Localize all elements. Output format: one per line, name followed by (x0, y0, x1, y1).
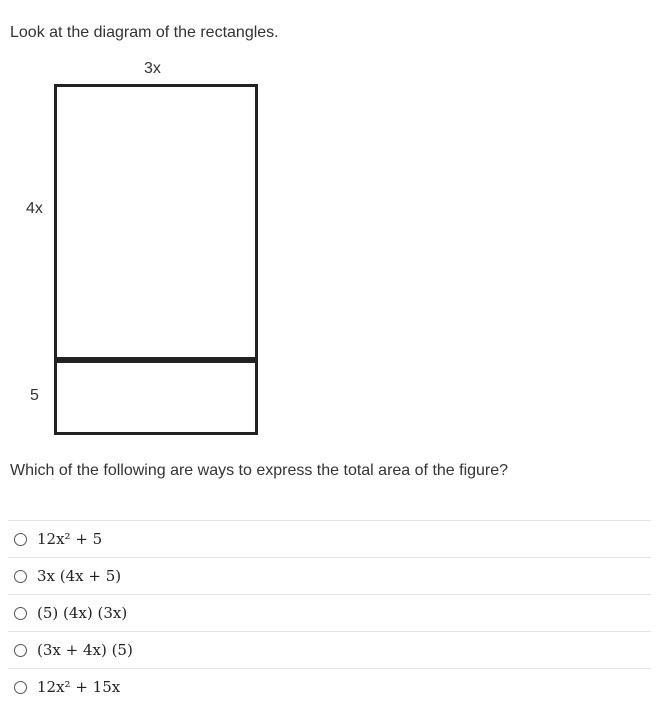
choice-label: (3x + 4x) (5) (37, 641, 133, 659)
question-text: Which of the following are ways to express the total area of the figure? (10, 462, 509, 479)
top-height-label: 4x (26, 200, 43, 217)
answer-choice[interactable] (8, 594, 651, 631)
bottom-height-label: 5 (30, 387, 39, 404)
radio-button-icon[interactable] (14, 607, 27, 620)
choice-label: 3x (4x + 5) (37, 567, 122, 585)
question-intro: Look at the diagram of the rectangles. (10, 24, 279, 41)
answer-choices (8, 520, 651, 705)
large-rectangle (54, 84, 258, 363)
small-rectangle (54, 357, 258, 435)
answer-choice[interactable] (8, 520, 651, 557)
answer-choice[interactable] (8, 557, 651, 594)
rectangles-diagram (0, 55, 300, 445)
radio-button-icon[interactable] (14, 681, 27, 694)
radio-button-icon[interactable] (14, 644, 27, 657)
choice-label: 12x² + 5 (37, 530, 103, 548)
choice-label: (5) (4x) (3x) (37, 604, 128, 622)
choice-label: 12x² + 15x (37, 678, 121, 696)
radio-button-icon[interactable] (14, 570, 27, 583)
answer-choice[interactable] (8, 668, 651, 705)
radio-button-icon[interactable] (14, 533, 27, 546)
width-label: 3x (144, 60, 161, 77)
answer-choice[interactable] (8, 631, 651, 668)
